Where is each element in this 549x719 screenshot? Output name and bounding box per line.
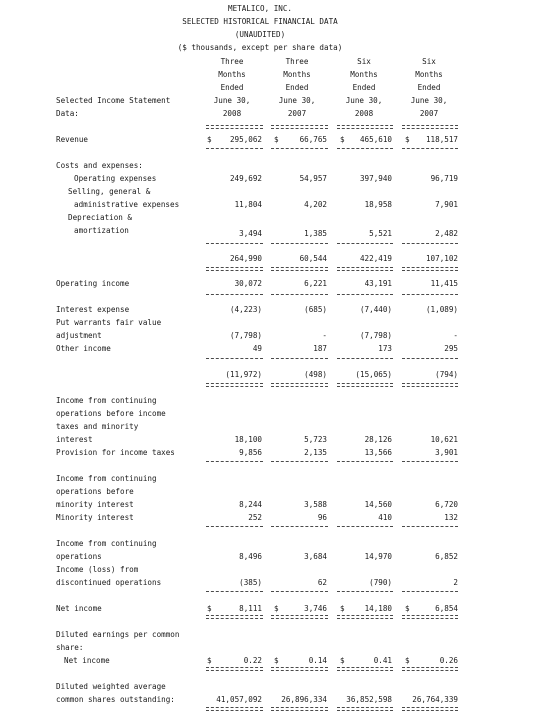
table-cell: 3,494 xyxy=(239,229,262,238)
underline xyxy=(337,357,393,364)
row-label-put-warrants: adjustment xyxy=(56,331,102,340)
table-cell: 3,684 xyxy=(304,552,327,561)
double-underline xyxy=(402,382,458,389)
column-header-line: Months xyxy=(350,70,378,79)
double-underline xyxy=(402,266,458,273)
double-underline xyxy=(337,266,393,273)
column-header-year: 2007 xyxy=(287,109,307,118)
row-label-income-before-minority: Income from continuing xyxy=(56,474,157,483)
table-cell: 36,852,598 xyxy=(346,695,392,704)
table-cell: 3,901 xyxy=(435,448,458,457)
column-header-year: 2008 xyxy=(222,109,242,118)
double-underline xyxy=(402,666,458,673)
column-header-line: June 30, xyxy=(345,96,383,105)
column-header-line: June 30, xyxy=(278,96,316,105)
underline xyxy=(402,590,458,597)
column-header-line: June 30, xyxy=(213,96,251,105)
table-cell: 96,719 xyxy=(430,174,458,183)
column-header-line: Three xyxy=(285,57,309,66)
double-underline xyxy=(337,706,393,713)
table-cell: 5,723 xyxy=(304,435,327,444)
row-label-income-before-taxes: operations before income xyxy=(56,409,166,418)
table-cell: 9,856 xyxy=(239,448,262,457)
column-header-line: Ended xyxy=(352,83,376,92)
double-underline xyxy=(206,266,263,273)
double-underline xyxy=(271,382,328,389)
table-cell: 7,901 xyxy=(435,200,458,209)
table-cell: 30,072 xyxy=(234,279,262,288)
table-cell: 252 xyxy=(248,513,262,522)
table-cell: 11,804 xyxy=(234,200,262,209)
section-label: Data: xyxy=(56,109,79,118)
table-cell: 3,746 xyxy=(304,604,327,613)
underline xyxy=(271,525,328,532)
column-header-line: Ended xyxy=(220,83,244,92)
table-cell: 14,180 xyxy=(364,604,392,613)
table-cell: 2 xyxy=(453,578,458,587)
column-header-line: Six xyxy=(422,57,436,66)
currency-symbol: $ xyxy=(405,656,410,665)
table-cell: 422,419 xyxy=(359,254,392,263)
row-label-put-warrants: Put warrants fair value xyxy=(56,318,162,327)
underline xyxy=(337,293,393,300)
row-label-diluted-eps: Diluted earnings per common xyxy=(56,630,180,639)
units-note: ($ thousands, except per share data) xyxy=(177,43,343,52)
section-label: Selected Income Statement xyxy=(56,96,171,105)
currency-symbol: $ xyxy=(340,656,345,665)
underline xyxy=(402,357,458,364)
table-cell: 6,852 xyxy=(435,552,458,561)
table-cell: 249,692 xyxy=(229,174,262,183)
double-underline xyxy=(206,666,263,673)
table-cell: 13,566 xyxy=(364,448,392,457)
column-header-year: 2007 xyxy=(419,109,439,118)
row-label-diluted-eps-net-income: Net income xyxy=(64,656,110,665)
table-cell: (15,065) xyxy=(355,370,392,379)
table-cell: 18,958 xyxy=(364,200,392,209)
table-cell: 26,896,334 xyxy=(281,695,327,704)
double-underline xyxy=(402,124,458,131)
double-underline xyxy=(271,614,328,621)
underline xyxy=(402,293,458,300)
row-label-other-income: Other income xyxy=(56,344,111,353)
table-cell: 0.41 xyxy=(373,656,392,665)
table-cell: 465,610 xyxy=(359,135,392,144)
table-cell: (790) xyxy=(369,578,392,587)
table-cell: 14,970 xyxy=(364,552,392,561)
column-header-line: Months xyxy=(218,70,246,79)
table-cell: 26,764,339 xyxy=(412,695,458,704)
table-cell: 118,517 xyxy=(425,135,458,144)
double-underline xyxy=(337,666,393,673)
double-underline xyxy=(206,124,263,131)
currency-symbol: $ xyxy=(405,604,410,613)
currency-symbol: $ xyxy=(207,135,212,144)
table-cell: - xyxy=(453,331,458,340)
column-header-line: Three xyxy=(220,57,244,66)
table-cell: 6,720 xyxy=(435,500,458,509)
row-label-income-before-minority: operations before xyxy=(56,487,134,496)
document-title: SELECTED HISTORICAL FINANCIAL DATA xyxy=(182,17,338,26)
underline xyxy=(206,293,263,300)
currency-symbol: $ xyxy=(274,135,279,144)
row-label-minority: Minority interest xyxy=(56,513,134,522)
underline xyxy=(402,147,458,154)
document-subtitle: (UNAUDITED) xyxy=(234,30,286,39)
currency-symbol: $ xyxy=(340,604,345,613)
table-cell: - xyxy=(322,331,327,340)
row-label-operating-expenses: Operating expenses xyxy=(74,174,157,183)
double-underline xyxy=(337,124,393,131)
row-label-costs-header: Costs and expenses: xyxy=(56,161,143,170)
double-underline xyxy=(271,266,328,273)
row-label-income-before-taxes: taxes and minority xyxy=(56,422,139,431)
table-cell: 4,202 xyxy=(304,200,327,209)
underline xyxy=(271,242,328,249)
underline xyxy=(402,460,458,467)
table-cell: (1,089) xyxy=(425,305,458,314)
table-cell: 66,765 xyxy=(299,135,327,144)
table-cell: 14,560 xyxy=(364,500,392,509)
row-label-net-income: Net income xyxy=(56,604,102,613)
row-label-sga: Selling, general & xyxy=(68,187,151,196)
table-cell: 6,221 xyxy=(304,279,327,288)
double-underline xyxy=(402,706,458,713)
underline xyxy=(206,460,263,467)
underline xyxy=(206,147,263,154)
row-label-income-continuing: Income from continuing xyxy=(56,539,157,548)
underline xyxy=(206,357,263,364)
row-label-discontinued: discontinued operations xyxy=(56,578,162,587)
column-header-line: June 30, xyxy=(410,96,448,105)
table-cell: 2,135 xyxy=(304,448,327,457)
double-underline xyxy=(337,614,393,621)
underline xyxy=(337,460,393,467)
table-cell: 18,100 xyxy=(234,435,262,444)
table-cell: 49 xyxy=(252,344,262,353)
table-cell: 0.14 xyxy=(308,656,327,665)
row-label-diluted-shares: Diluted weighted average xyxy=(56,682,166,691)
table-cell: (7,440) xyxy=(359,305,392,314)
underline xyxy=(402,525,458,532)
table-cell: 264,990 xyxy=(229,254,262,263)
row-label-provision: Provision for income taxes xyxy=(56,448,175,457)
currency-symbol: $ xyxy=(207,604,212,613)
table-cell: (498) xyxy=(304,370,327,379)
underline xyxy=(271,293,328,300)
table-cell: 54,957 xyxy=(299,174,327,183)
table-cell: (7,798) xyxy=(359,331,392,340)
currency-symbol: $ xyxy=(207,656,212,665)
row-label-revenue: Revenue xyxy=(56,135,89,144)
table-cell: 107,102 xyxy=(425,254,458,263)
table-cell: 5,521 xyxy=(369,229,392,238)
table-cell: 0.22 xyxy=(243,656,262,665)
row-label-interest-expense: Interest expense xyxy=(56,305,130,314)
double-underline xyxy=(337,382,393,389)
company-name: METALICO, INC. xyxy=(227,4,293,13)
table-cell: 173 xyxy=(378,344,392,353)
table-cell: 6,854 xyxy=(435,604,458,613)
row-label-income-before-taxes: interest xyxy=(56,435,93,444)
table-cell: (385) xyxy=(239,578,262,587)
column-header-line: Ended xyxy=(417,83,441,92)
table-cell: (4,223) xyxy=(229,305,262,314)
underline xyxy=(337,147,393,154)
table-cell: 41,057,092 xyxy=(216,695,262,704)
underline xyxy=(271,590,328,597)
table-cell: 2,482 xyxy=(435,229,458,238)
table-cell: 410 xyxy=(378,513,392,522)
row-label-operating-income: Operating income xyxy=(56,279,130,288)
double-underline xyxy=(206,614,263,621)
table-cell: (7,798) xyxy=(229,331,262,340)
table-cell: 295 xyxy=(444,344,458,353)
column-header-line: Months xyxy=(283,70,311,79)
table-cell: 295,062 xyxy=(229,135,262,144)
table-cell: 43,191 xyxy=(364,279,392,288)
table-cell: (794) xyxy=(435,370,458,379)
table-cell: 96 xyxy=(317,513,327,522)
row-label-discontinued: Income (loss) from xyxy=(56,565,139,574)
row-label-income-before-minority: minority interest xyxy=(56,500,134,509)
currency-symbol: $ xyxy=(274,604,279,613)
double-underline xyxy=(271,706,328,713)
row-label-income-before-taxes: Income from continuing xyxy=(56,396,157,405)
double-underline xyxy=(271,124,328,131)
row-label-depreciation: Depreciation & xyxy=(68,213,133,222)
table-cell: (685) xyxy=(304,305,327,314)
column-header-line: Six xyxy=(357,57,371,66)
row-label-diluted-shares: common shares outstanding: xyxy=(56,695,175,704)
table-cell: 3,588 xyxy=(304,500,327,509)
underline xyxy=(337,525,393,532)
underline xyxy=(337,242,393,249)
underline xyxy=(206,590,263,597)
underline xyxy=(271,147,328,154)
underline xyxy=(402,242,458,249)
double-underline xyxy=(206,382,263,389)
table-cell: 28,126 xyxy=(364,435,392,444)
table-cell: 8,111 xyxy=(239,604,262,613)
column-header-line: Months xyxy=(415,70,443,79)
table-cell: 187 xyxy=(313,344,327,353)
table-cell: 132 xyxy=(444,513,458,522)
table-cell: 8,496 xyxy=(239,552,262,561)
table-cell: 397,940 xyxy=(359,174,392,183)
table-cell: 0.26 xyxy=(439,656,458,665)
column-header-line: Ended xyxy=(285,83,309,92)
currency-symbol: $ xyxy=(340,135,345,144)
table-cell: 1,385 xyxy=(304,229,327,238)
underline xyxy=(271,357,328,364)
double-underline xyxy=(271,666,328,673)
table-cell: 8,244 xyxy=(239,500,262,509)
double-underline xyxy=(206,706,263,713)
underline xyxy=(337,590,393,597)
row-label-depreciation: amortization xyxy=(74,226,129,235)
column-header-year: 2008 xyxy=(354,109,374,118)
row-label-diluted-eps: share: xyxy=(56,643,84,652)
currency-symbol: $ xyxy=(405,135,410,144)
double-underline xyxy=(402,614,458,621)
table-cell: 11,415 xyxy=(430,279,458,288)
row-label-income-continuing: operations xyxy=(56,552,102,561)
underline xyxy=(206,525,263,532)
row-label-sga: administrative expenses xyxy=(74,200,180,209)
currency-symbol: $ xyxy=(274,656,279,665)
table-cell: 62 xyxy=(317,578,327,587)
table-cell: (11,972) xyxy=(225,370,262,379)
table-cell: 60,544 xyxy=(299,254,327,263)
underline xyxy=(271,460,328,467)
table-cell: 10,621 xyxy=(430,435,458,444)
underline xyxy=(206,242,263,249)
